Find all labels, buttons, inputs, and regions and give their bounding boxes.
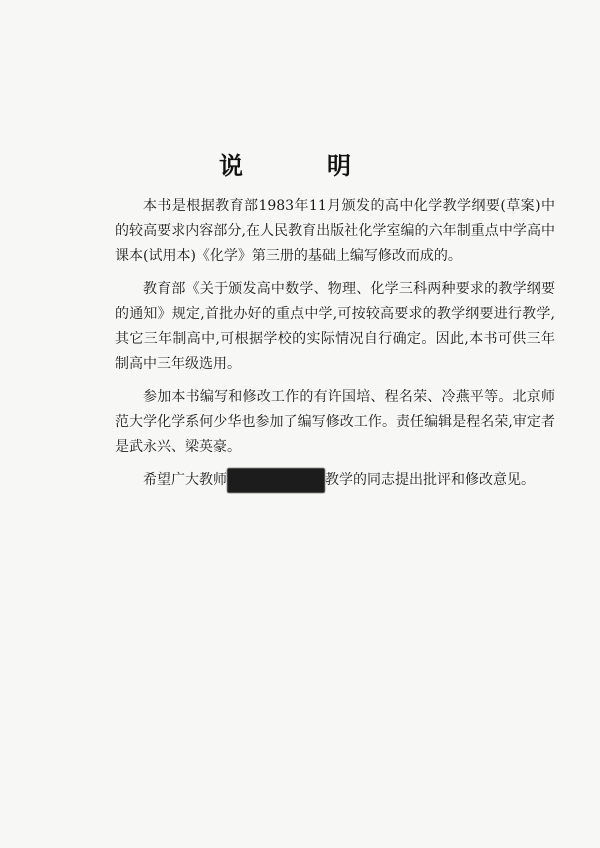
paragraph-2: 教育部《关于颁发高中数学、物理、化学三科两种要求的教学纲要的通知》规定,首批办好的重点中学,可按较高要求的教学纲要进行教学,其它三年制高中,可根据学校的实际情况自行确定。因此,本书可供三年制高中三年级选用。 [115,281,555,372]
paragraph-3: 参加本书编写和修改工作的有许国培、程名荣、冷燕平等。北京师范大学化学系何少华也参加了编写修改工作。责任编辑是程名荣,审定者是武永兴、梁英豪。 [115,389,555,455]
page-title: 说 明 [219,151,381,180]
paragraph-1: 本书是根据教育部1983年11月颁发的高中化学教学纲要(草案)中的较高要求内容部分,在人民教育出版社化学室编的六年制重点中学高中课本(试用本)《化学》第三册的基础上编写修改而成的。 [115,198,555,264]
ink-smudge-obscured-text [227,468,325,493]
paragraph-4 [115,468,555,493]
paragraph-4-end: 教学的同志提出批评和修改意见。 [325,472,535,488]
body-text [115,194,555,501]
paragraph-4-start: 希望广大教师 [143,472,227,488]
